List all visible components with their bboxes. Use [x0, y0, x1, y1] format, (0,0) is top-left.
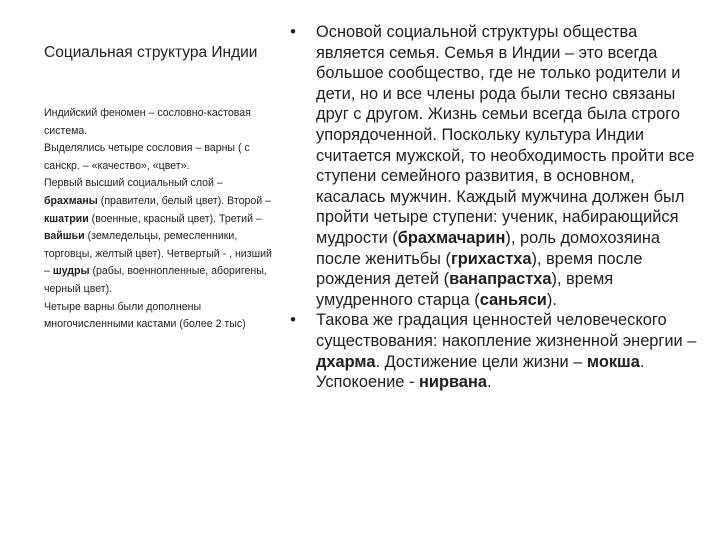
bullet-term: ванапрастха — [449, 270, 552, 289]
bullet-text: ), время умудренного старца ( — [316, 270, 614, 309]
left-paragraph-term: шудры — [52, 265, 90, 278]
left-paragraph-text: (правители, белый цвет). Второй – — [97, 194, 272, 207]
bullet-term: саньяси — [479, 290, 547, 309]
bullet-text: . Достижение цели жизни – — [375, 352, 587, 371]
left-paragraph — [44, 105, 272, 140]
right-column — [286, 22, 702, 393]
left-paragraph-term: кшатрии — [44, 212, 89, 225]
bullet-term: грихастха — [450, 249, 532, 268]
bullet-list — [286, 22, 702, 393]
left-paragraph-text: (военные, красный цвет). Третий – — [88, 212, 262, 225]
bullet-term: нирвана — [418, 373, 487, 392]
left-paragraph-term: вайшьи — [44, 230, 85, 243]
left-paragraph-text: Выделялись четыре сословия – варны ( с санскр. – «качество», «цвет». — [44, 142, 250, 172]
left-paragraph-text: Четыре варны были дополнены многочисленными кастами (более 2 тыс) — [44, 300, 246, 331]
left-column — [44, 40, 272, 334]
bullet-item — [286, 22, 702, 310]
left-paragraph — [44, 140, 272, 175]
left-paragraph-text: Индийский феномен – сословно-кастовая система. — [44, 107, 251, 137]
left-paragraph-term: брахманы — [44, 194, 98, 207]
bullet-text: Такова же градация ценностей человеческого существования: накопление жизненной энергии – — [316, 311, 697, 350]
bullet-term: дхарма — [316, 352, 376, 371]
left-paragraph-text: (рабы, военнопленные, аборигены, черный цвет). — [44, 265, 267, 295]
bullet-dot-icon: • — [290, 23, 296, 41]
bullet-text: . — [486, 373, 492, 392]
left-paragraph-text: Первый высший социальный слой – — [44, 177, 223, 190]
bullet-text: ), роль домохозяина после женитьбы ( — [316, 228, 661, 268]
bullet-item — [286, 310, 702, 392]
bullet-text: Основой социальной структуры общества является семья. Семья в Индии – это всегда большое сообщество, где не только родители и дети, но и все члены рода были тесно связаны друг с другом. Жизнь семьи всегда была строго упорядоченной. Поскольку культура Индии считается мужской, то необходимость пройти все ступени семейного развития, в основном, касалась мужчин. Каждый мужчина должен был пройти четыре ступени: ученик, набирающийся мудрости ( — [316, 23, 695, 247]
bullet-text: ), время после рождения детей ( — [316, 249, 643, 289]
left-text-block — [44, 105, 272, 334]
bullet-term: брахмачарин — [397, 228, 506, 247]
bullet-text: . Успокоение - — [316, 352, 645, 392]
left-paragraph — [44, 175, 272, 298]
bullet-dot-icon: • — [290, 311, 296, 330]
bullet-text: ). — [546, 290, 557, 309]
bullet-term: мокша — [586, 352, 640, 371]
left-paragraph — [44, 299, 272, 334]
left-paragraph-text: (земледельцы, ремесленники, торговцы, желтый цвет). Четвертый - , низший – — [44, 230, 272, 278]
slide-title: Социальная структура Индии — [44, 44, 258, 61]
